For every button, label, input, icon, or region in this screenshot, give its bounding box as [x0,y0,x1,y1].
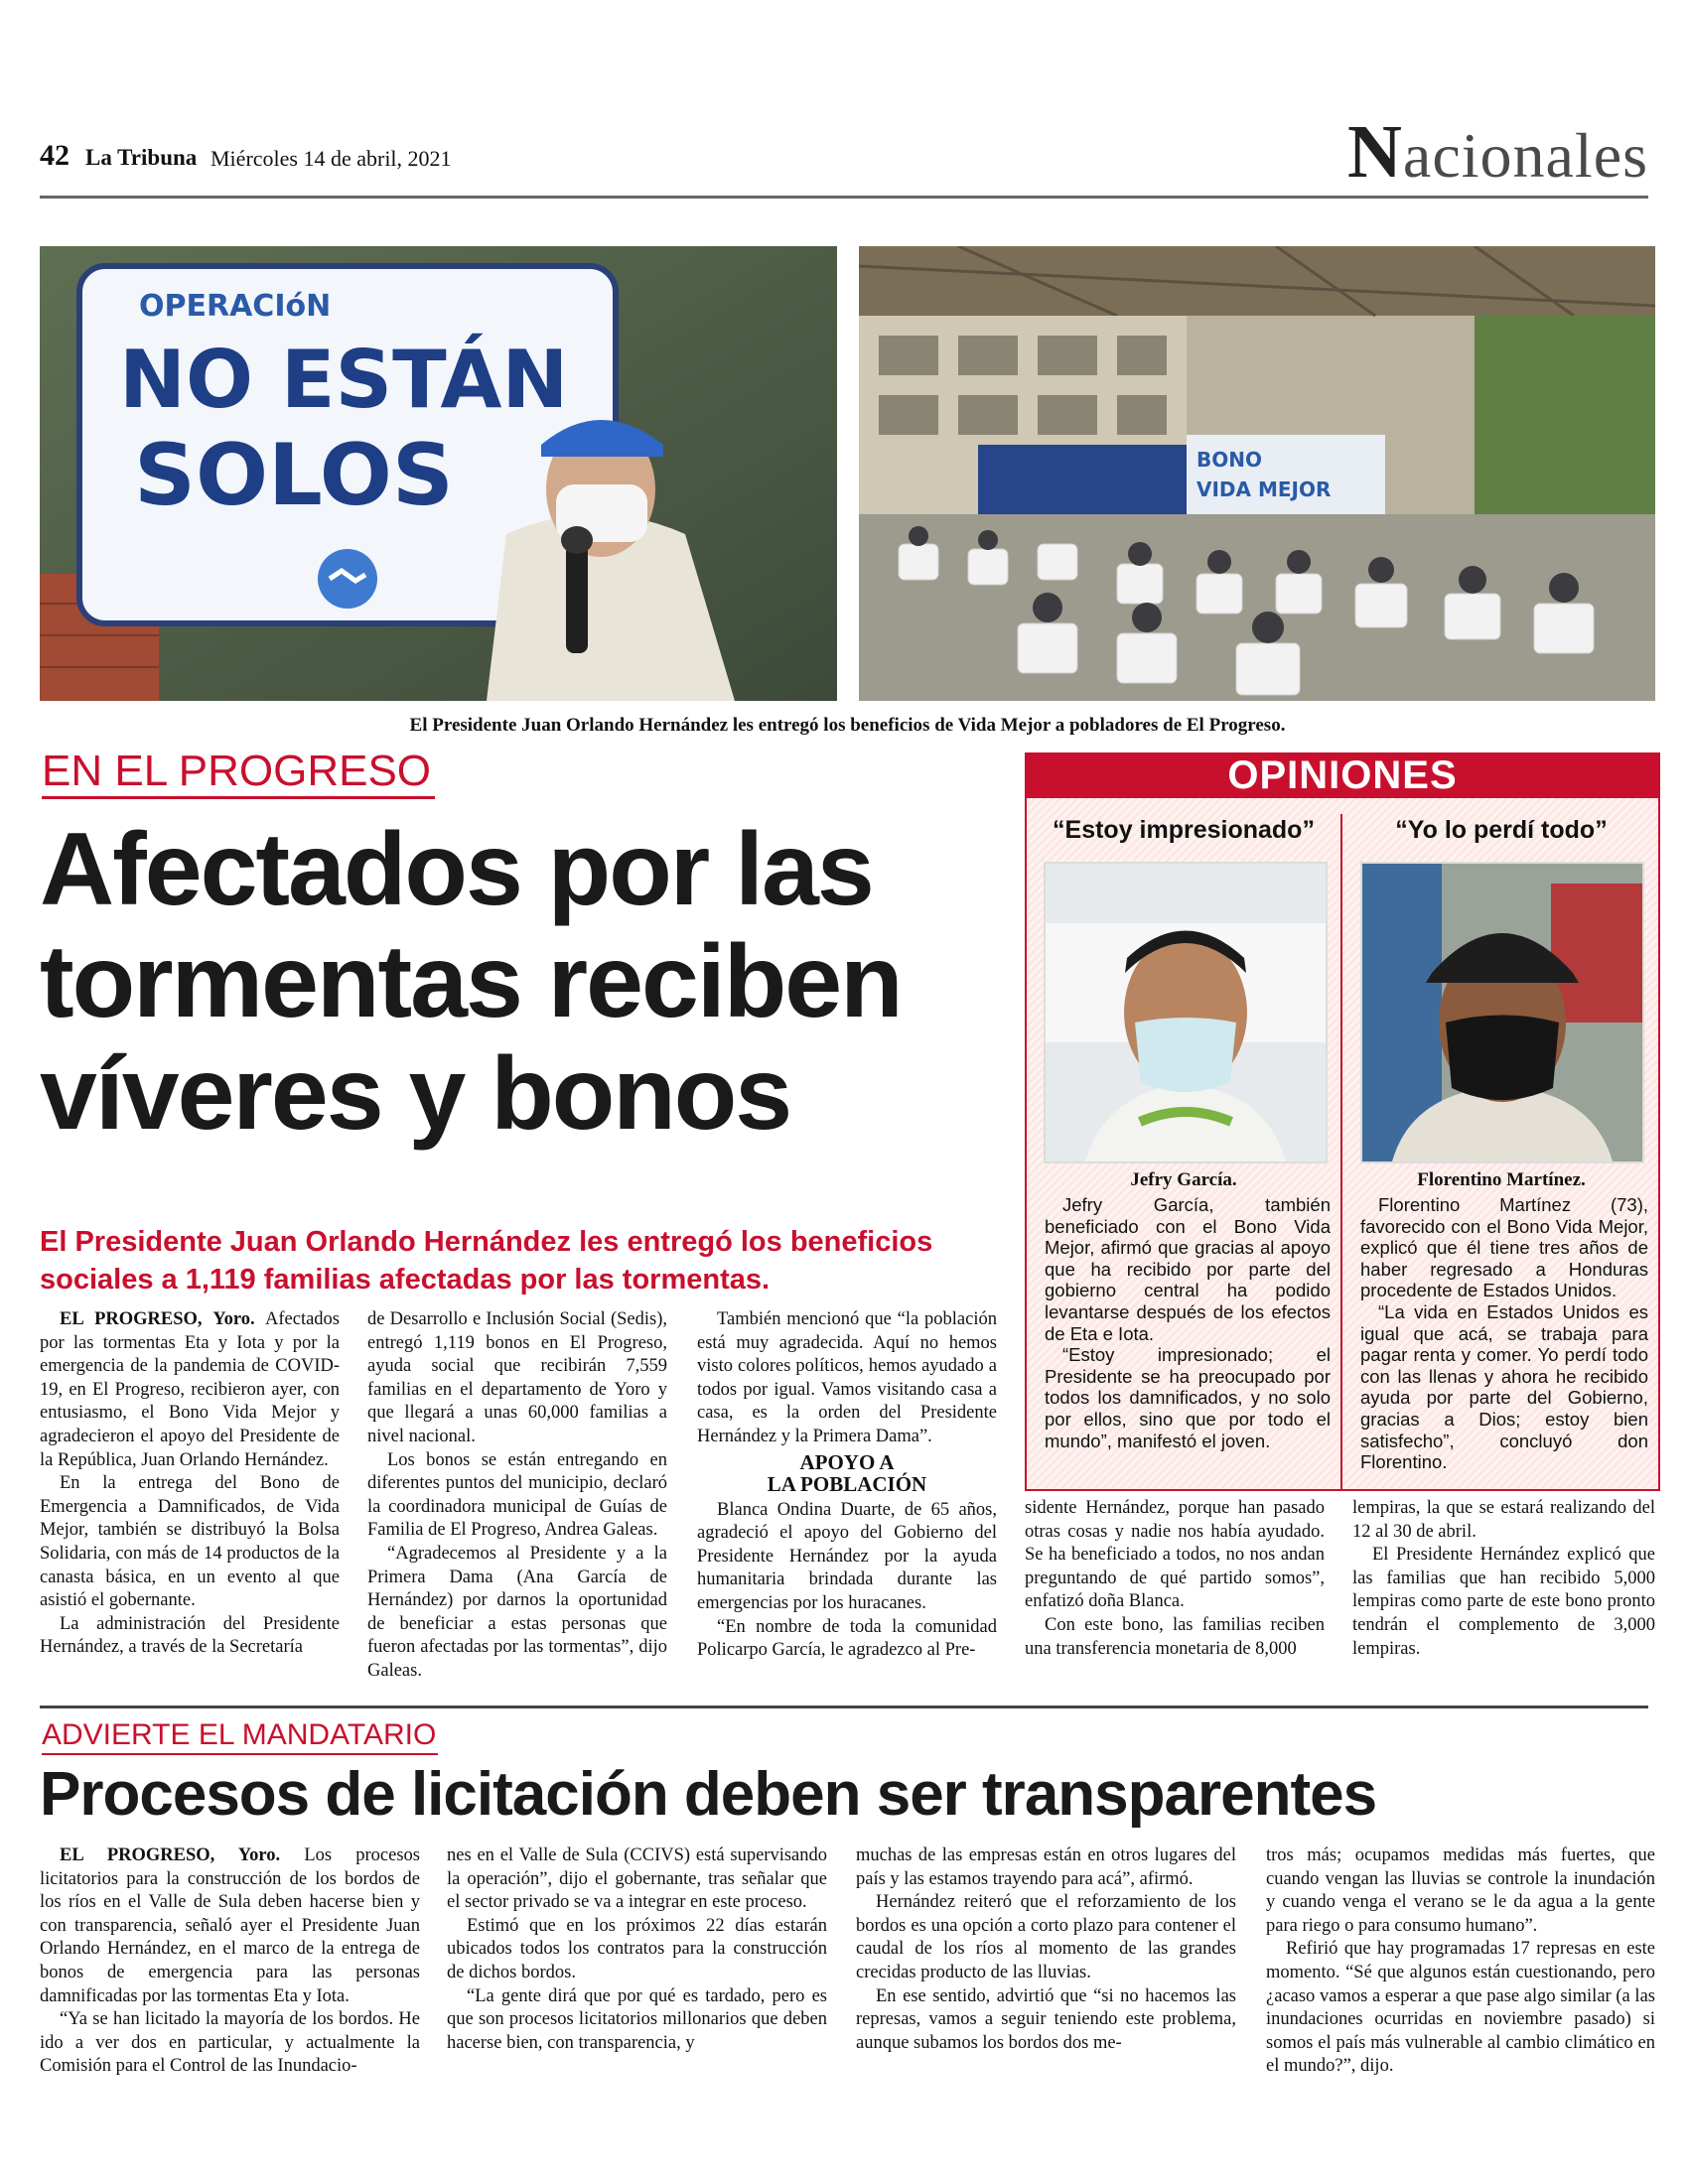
opinion-left-p1: Jefry García, también beneficiado con el Bono Vida Mejor, afirmó que gracias al apoyo que ha recibido por parte del gobierno central ha podido levantarse después de los efectos de Eta e Iota. [1045,1194,1331,1344]
banner-line2: NO ESTÁN [119,334,569,426]
header-rule [40,196,1648,199]
article1-column-3 [697,1308,997,1663]
article1-byline: EL PROGRESO, Yoro. [60,1309,255,1329]
subtitle-line2: LA POBLACIÓN [767,1471,927,1496]
article2-byline: EL PROGRESO, Yoro. [60,1845,281,1865]
article2-col1-p1: Los procesos licitatorios para la construcción de los bordos de los ríos en el Valle de Sula deben hacerse bien y con transparencia, señaló ayer el Presidente Juan Orlando Hernández, en el marco de la entrega de bonos de emergencia para las personas damnificadas por las tormentas Eta y Iota. [40,1845,420,2006]
article1-headline [40,814,1013,1151]
article1-col4-p2: Con este bono, las familias reciben una transferencia monetaria de 8,000 [1025,1614,1325,1659]
article2-column-1 [40,1844,420,2079]
article2-col1-p2: “Ya se han licitado la mayoría de los bordos. He ido a ver dos en particular, y actualmente la Comisión para el Control de las Inundacio- [40,2009,420,2077]
face-mask-icon [1446,1016,1559,1101]
photo-caption: El Presidente Juan Orlando Hernández les entregó los beneficios de Vida Mejor a pobladores de El Progreso. [409,715,1286,736]
article2-col2-p2: Estimó que en los próximos 22 días estarán ubicados todos los contratos para la construcción de dichos bordos. [447,1915,827,1982]
article1-kicker: EN EL PROGRESO [42,747,435,799]
opinions-title: OPINIONES [1025,752,1660,798]
article2-col3-p1: muchas de las empresas están en otros lugares del país y las estamos trayendo para acá”, afirmó. [856,1845,1236,1889]
article2-col2-p1: nes en el Valle de Sula (CCIVS) está supervisando la operación”, dijo el gobernante, tras señalar que el sector privado se va a integrar en este proceso. [447,1845,827,1913]
handshake-icon [318,549,377,609]
article1-column-2 [367,1308,667,1684]
article2-col4-p1: tros más; ocupamos medidas más fuertes, que cuando vengan las lluvias se controle la inundación y cuando venga el verano se le da agua a la gente para riego o para consumo humano”. [1266,1845,1655,1936]
banner-line1: OPERACIóN [139,289,332,324]
headline-line1: Afectados por las [40,812,873,927]
article1-col4-p1: sidente Hernández, porque han pasado otras cosas y nadie nos había ayudado. Se ha beneficiado a todos, no nos andan preguntando de qué partido somos”, enfatizó doña Blanca. [1025,1498,1325,1612]
article1-col1-p1: Afectados por las tormentas Eta y Iota y por la emergencia de la pandemia de COVID-19, en El Progreso, recibieron ayer, con entusiasmo, el Bono Vida Mejor y agradecieron el apoyo del Presidente de la República, Juan Orlando Hernández. [40,1309,340,1470]
article2-headline: Procesos de licitación deben ser transparentes [40,1760,1377,1829]
article1-col3-p3: “En nombre de toda la comunidad Policarpo García, le agradezco al Pre- [697,1616,997,1661]
article1-col5-p2: El Presidente Hernández explicó que las familias que han recibido 5,000 lempiras como parte de este bono pronto tendrán el complemento de 3,000 lempiras. [1352,1545,1655,1659]
opinion-right-p1: Florentino Martínez (73), favorecido con el Bono Vida Mejor, explicó que él tiene tres años de haber regresado a Honduras procedente de Estados Unidos. [1360,1194,1648,1301]
article1-subhead: El Presidente Juan Orlando Hernández les entregó los beneficios sociales a 1,119 familias afectadas por las tormentas. [40,1226,933,1296]
page-number: 42 [40,139,70,172]
headline-line2: tormentas reciben [40,924,902,1039]
opinion-right-quote: “Yo lo perdí todo” [1395,816,1608,844]
article1-col2-p2: Los bonos se están entregando en diferentes puntos del municipio, declaró la coordinadora municipal de Guías de Familia de El Progreso, Andrea Galeas. [367,1449,667,1541]
section-title [1347,109,1648,196]
photo-president-illustration [40,246,837,701]
opinion-left-photo [1044,862,1328,1163]
article1-column-5 [1352,1497,1655,1661]
opinions-divider [1340,814,1342,1489]
banner-line3: SOLOS [134,426,454,525]
headline-line3: víveres y bonos [40,1036,791,1152]
article2-kicker: ADVIERTE EL MANDATARIO [42,1717,438,1755]
section-divider [40,1706,1648,1708]
opinion-right-text [1360,1194,1648,1473]
article1-col3-p1: También mencionó que “la población está muy agradecida. Aquí no hemos visto colores políticos, hemos ayudado a todos por igual. Vamos visitando casa a casa, es la orden del Presidente Hernández y la Primera Dama”. [697,1309,997,1446]
photo-audience-illustration [859,246,1655,701]
opinion-right-photo [1360,862,1644,1163]
opinion-left-p2: “Estoy impresionado; el Presidente se ha preocupado por todos los damnificados, y no solo por ellos, sino que por todo el mundo”, manifestó el joven. [1045,1344,1331,1451]
opinion-left-quote: “Estoy impresionado” [1053,816,1315,844]
article1-col5-p1: lempiras, la que se estará realizando del 12 al 30 de abril. [1352,1498,1655,1542]
article2-column-3 [856,1844,1236,2055]
issue-date: Miércoles 14 de abril, 2021 [211,146,452,171]
opinion-right-p2: “La vida en Estados Unidos es igual que acá, se trabaja para pagar renta y comer. Yo perdí todo con las llenas y ahora he recibido ayuda por parte del Gobierno, gracias a Dios; estoy bien satisfecho”, concluyó don Florentino. [1360,1300,1648,1473]
photo-event-audience [859,246,1655,701]
article2-column-2 [447,1844,827,2055]
newspaper-name: La Tribuna [85,145,198,170]
article1-column-4 [1025,1497,1325,1661]
article1-col2-p3: “Agradecemos al Presidente y a la Primera Dama (Ana García de Hernández) por darnos la oportunidad de beneficiar a estas personas que fueron afectadas por las tormentas”, dijo Galeas. [367,1543,667,1681]
article1-column-1 [40,1308,340,1660]
opinion-right-name: Florentino Martínez. [1417,1169,1586,1190]
face-mask-icon [1135,1018,1236,1092]
section-title-rest: acionales [1402,120,1648,191]
event-banner-line2: VIDA MEJOR [1196,478,1332,501]
event-banner-line1: BONO [1196,448,1262,472]
article1-col2-p1: de Desarrollo e Inclusión Social (Sedis), entregó 1,119 bonos en El Progreso, ayuda social que recibirán 7,559 familias en el departamento de Yoro y que llegará a unas 60,000 familias a nivel nacional. [367,1309,667,1446]
opinion-left-name: Jefry García. [1130,1169,1237,1190]
microphone-icon [566,544,588,653]
article1-col1-p2: En la entrega del Bono de Emergencia a Damnificados, de Vida Mejor, también se distribuyó la Bolsa Solidaria, con más de 14 productos de la canasta básica, en un evento al que asistió el gobernante. [40,1473,340,1611]
article2-col2-p3: “La gente dirá que por qué es tardado, pero es que son procesos licitatorios millonarios que deben hacerse bien, con transparencia, y [447,1985,827,2053]
subtitle-line1: APOYO A [799,1449,895,1474]
article2-col3-p2: Hernández reiteró que el reforzamiento de los bordos es una opción a corto plazo para contener el caudal de los ríos al momento de las grandes crecidas producto de las lluvias. [856,1892,1236,1982]
opinion-left-text [1045,1194,1331,1451]
photo-president-speaking [40,246,837,701]
portrait-florentino [1362,864,1642,1161]
article2-column-4 [1266,1844,1655,2079]
section-initial: N [1347,110,1403,194]
article1-subtitle [697,1451,997,1495]
article1-col3-p2: Blanca Ondina Duarte, de 65 años, agradeció el apoyo del Gobierno del Presidente Hernández por la ayuda humanitaria brindada durante las emergencias por los huracanes. [697,1499,997,1613]
portrait-jefry [1046,864,1326,1161]
article1-col1-p3: La administración del Presidente Hernández, a través de la Secretaría [40,1613,340,1658]
article2-col4-p2: Refirió que hay programadas 17 represas en este momento. “Sé que algunos están cuestionando, pero ¿acaso vamos a esperar a que pase algo similar (a las inundaciones ocurridas en noviembre pasado) si somos el país más vulnerable al cambio climático en el mundo?”, dijo. [1266,1939,1655,2077]
article2-col3-p3: En ese sentido, advirtió que “si no hacemos las represas, vamos a seguir teniendo este problema, aunque subamos los bordos dos me- [856,1985,1236,2053]
